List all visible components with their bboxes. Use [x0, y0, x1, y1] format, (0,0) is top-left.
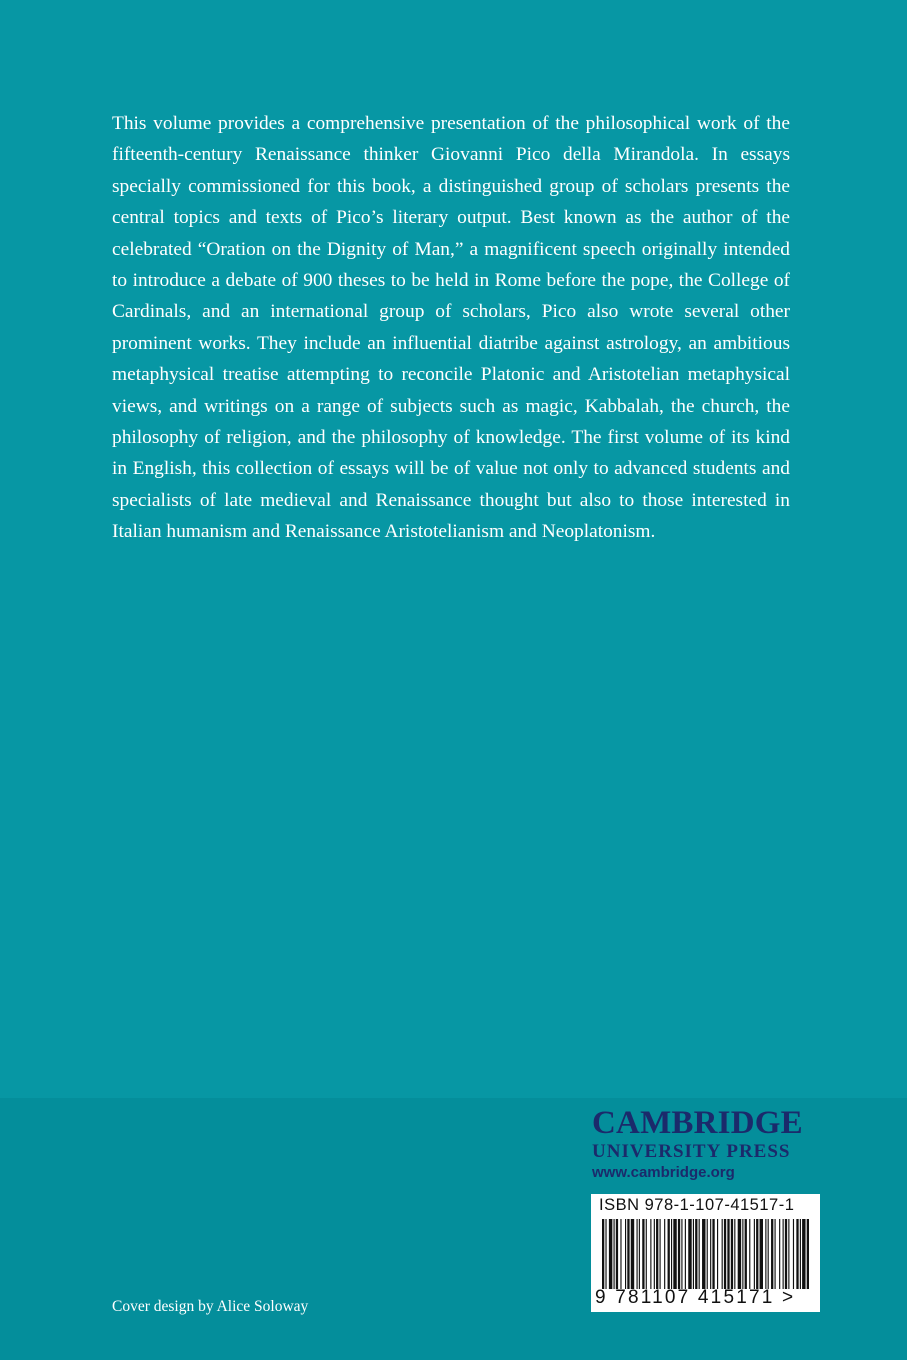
publisher-name: CAMBRIDGE — [592, 1105, 803, 1141]
isbn-label: ISBN 978-1-107-41517-1 — [599, 1196, 795, 1214]
publisher-url: www.cambridge.org — [592, 1164, 735, 1181]
barcode — [591, 1194, 820, 1312]
cover-design-credit: Cover design by Alice Soloway — [112, 1298, 309, 1315]
publisher-logo — [592, 1104, 820, 1185]
publisher-subtitle: UNIVERSITY PRESS — [592, 1141, 791, 1162]
barcode-bars-icon — [596, 1219, 815, 1289]
barcode-digits: 9 781107 415171 > — [595, 1287, 796, 1308]
blurb-text: This volume provides a comprehensive presentation of the philosophical work of the fifteenth-century Renaissance thinker Giovanni Pico della Mirandola. In essays specially commissioned for this book, a distinguished group of scholars presents the central topics and texts of Pico’s literary output. Best known as the author of the celebrated “Oration on the Dignity of Man,” a magnificent speech originally intended to introduce a debate of 900 theses to be held in Rome before the pope, the College of Cardinals, and an international group of scholars, Pico also wrote several other prominent works. They include an influential diatribe against astrology, an ambitious metaphysical treatise attempting to reconcile Platonic and Aristotelian metaphysical views, and writings on a range of subjects such as magic, Kabbalah, the church, the philosophy of religion, and the philosophy of knowledge. The first volume of its kind in English, this collection of essays will be of value not only to advanced students and specialists of late medieval and Renaissance thought but also to those interested in Italian humanism and Renaissance Aristotelianism and Neoplatonism. — [112, 113, 790, 543]
